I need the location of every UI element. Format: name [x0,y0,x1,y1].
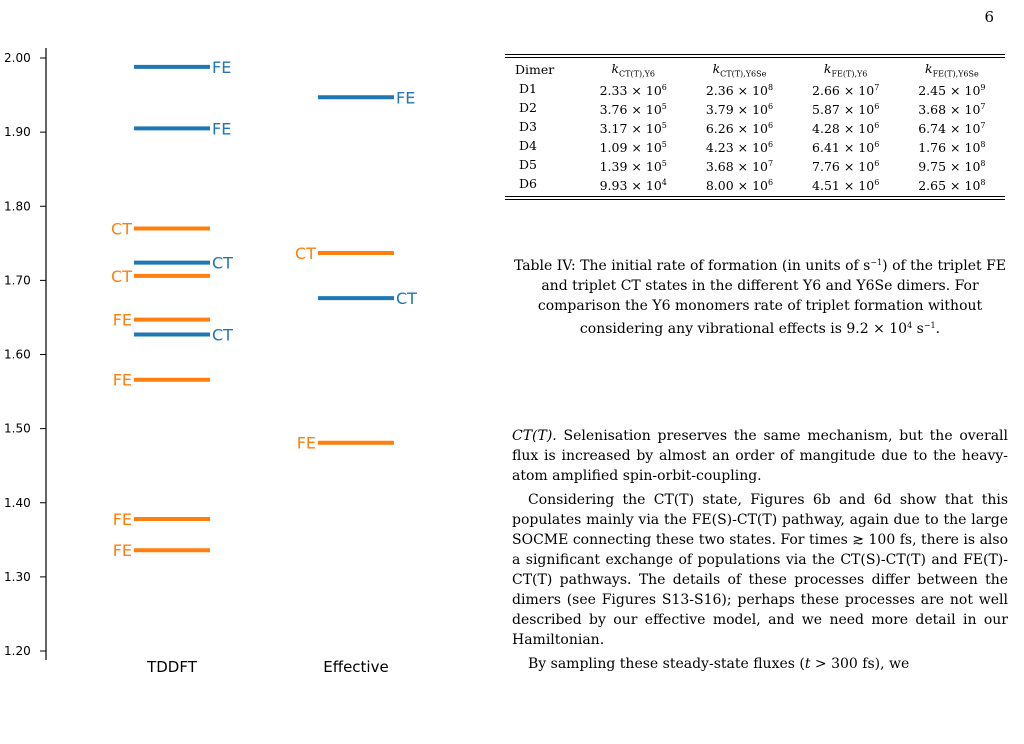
table-cell-rate: $2.65 \times 10^8$ [918,177,986,193]
energy-level-label: CT [111,219,132,239]
table-cell-dimer: D6 [519,176,537,191]
caption-text-4: . [935,321,941,337]
paragraph-3 [512,654,1008,674]
y-tick-label: 1.60 [4,347,31,362]
y-tick-label: 2.00 [4,51,31,65]
table-header-row [505,58,1005,80]
x-category-label: TDDFT [147,658,197,676]
table-cell-rate: $3.76 \times 10^5$ [599,101,667,117]
table-row [505,137,1005,156]
table-cell-rate: $3.68 \times 10^7$ [918,101,986,117]
table-header-cell: $k_{FE(T),Y6}$ [823,61,868,79]
table-header-cell: $k_{CT(T),Y6}$ [611,61,655,79]
table-cell-rate: $1.09 \times 10^5$ [599,139,667,155]
table-cell-rate: $2.36 \times 10^8$ [705,82,774,98]
energy-level-label: FE [112,310,132,330]
table-cell-rate: $6.74 \times 10^7$ [918,120,986,136]
table-row [505,118,1005,137]
table-row [505,175,1005,194]
y-tick-label: 1.90 [4,125,31,140]
table-row [505,99,1005,118]
table-cell-rate: $3.79 \times 10^6$ [705,101,774,117]
page-number: 6 [984,8,994,26]
energy-level-label: FE [112,510,132,530]
energy-level-label: FE [212,119,232,139]
y-tick-label: 1.80 [4,199,31,214]
table-cell-rate: $3.17 \times 10^5$ [599,120,667,136]
table-bottom-rule-2 [505,199,1005,200]
y-tick-label: 1.20 [4,644,31,658]
body-text [512,426,1008,674]
y-tick-label: 1.40 [4,495,31,510]
table-cell-rate: $7.76 \times 10^6$ [812,158,880,174]
table-cell-rate: $4.23 \times 10^6$ [705,139,774,155]
table-cell-rate: $5.87 \times 10^6$ [812,101,880,117]
paragraph-1-italic: CT(T). [512,428,557,444]
table-body [505,80,1005,194]
table-top-rule [505,54,1005,55]
energy-level-label: CT [295,243,316,263]
energy-level-label: FE [212,57,232,77]
energy-level-label: CT [111,266,132,286]
table-cell-rate: $2.45 \times 10^9$ [918,82,986,98]
caption-exp-3: −1 [923,321,936,330]
paragraph-1-text: Selenisation preserves the same mechanism, but the overall flux is increased by almost an order of mangitude due to the heavy-atom amplified spin-orbit-coupling. [512,428,1008,484]
table-header-cell: Dimer [515,62,555,78]
energy-level-label: CT [396,289,417,309]
paragraph-3-italic: t [804,656,811,672]
table-cell-dimer: D5 [519,157,537,172]
caption-exp-1: −1 [870,258,883,267]
table-row [505,156,1005,175]
table-cell-rate: $2.66 \times 10^7$ [812,82,880,98]
energy-level-label: FE [112,541,132,561]
table-cell-rate: $6.26 \times 10^6$ [705,120,774,136]
table-caption [510,253,1010,339]
caption-text-1: Table IV: The initial rate of formation (in units of s [513,258,871,274]
table-cell-rate: $6.41 \times 10^6$ [812,139,880,155]
paragraph-1 [512,426,1008,486]
table-cell-rate: $1.76 \times 10^8$ [918,139,986,155]
y-tick-label: 1.70 [4,273,31,288]
table-header-cell: $k_{CT(T),Y6Se}$ [712,61,767,79]
caption-text-2: ) of the triplet FE and triplet CT states in the different Y6 and Y6Se dimers. For comparison the Y6 monomers rate of triplet formation without considering any vibrational effects is 9.2 × 10 [537,258,1007,337]
caption-text-3: s [912,321,924,337]
energy-level-label: FE [112,370,132,390]
paragraph-2: Considering the CT(T) state, Figures 6b and 6d show that this populates mainly via the FE(S)-CT(T) pathway, again due to the large SOCME connecting these two states. For times ≳ 100 fs, there is also a significant exchange of populations via the CT(S)-CT(T) and FE(T)-CT(T) pathways. The details of these processes differ between the dimers (see Figures S13-S16); perhaps these processes are not well described by our effective model, and we need more detail in our Hamiltonian. [512,492,1008,648]
table-cell-rate: $8.00 \times 10^6$ [705,177,774,193]
paragraph-3-end: > 300 fs), we [810,656,910,672]
y-axis-ticks [4,51,46,658]
energy-levels [111,58,417,560]
energy-level-label: CT [212,325,233,345]
table-header-cell: $k_{FE(T),Y6Se}$ [925,61,979,79]
energy-level-label: CT [212,253,233,273]
table-cell-dimer: D1 [519,81,537,96]
x-categories [146,658,389,676]
table-cell-dimer: D2 [519,100,537,115]
caption-exp-2: 4 [907,321,913,330]
table-bottom-rule [505,196,1005,197]
y-tick-label: 1.50 [4,421,31,436]
table-cell-rate: $9.93 \times 10^4$ [599,177,667,193]
energy-level-label: FE [396,88,416,108]
rates-table [505,58,1005,194]
table-cell-rate: $9.75 \times 10^8$ [918,158,986,174]
paragraph-3-start: By sampling these steady-state fluxes ( [528,656,805,672]
table-cell-dimer: D4 [519,138,537,153]
table-cell-rate: $2.33 \times 10^6$ [599,82,667,98]
energy-level-label: FE [296,433,316,453]
x-category-label: Effective [323,658,389,676]
table-cell-dimer: D3 [519,119,537,134]
table-cell-rate: $4.51 \times 10^6$ [812,177,880,193]
y-tick-label: 1.30 [4,569,31,584]
table-row [505,80,1005,99]
energy-level-chart [0,0,490,744]
table-cell-rate: $1.39 \times 10^5$ [599,158,667,174]
table-cell-rate: $4.28 \times 10^6$ [812,120,880,136]
rates-table-container [505,54,1005,200]
table-cell-rate: $3.68 \times 10^7$ [705,158,774,174]
